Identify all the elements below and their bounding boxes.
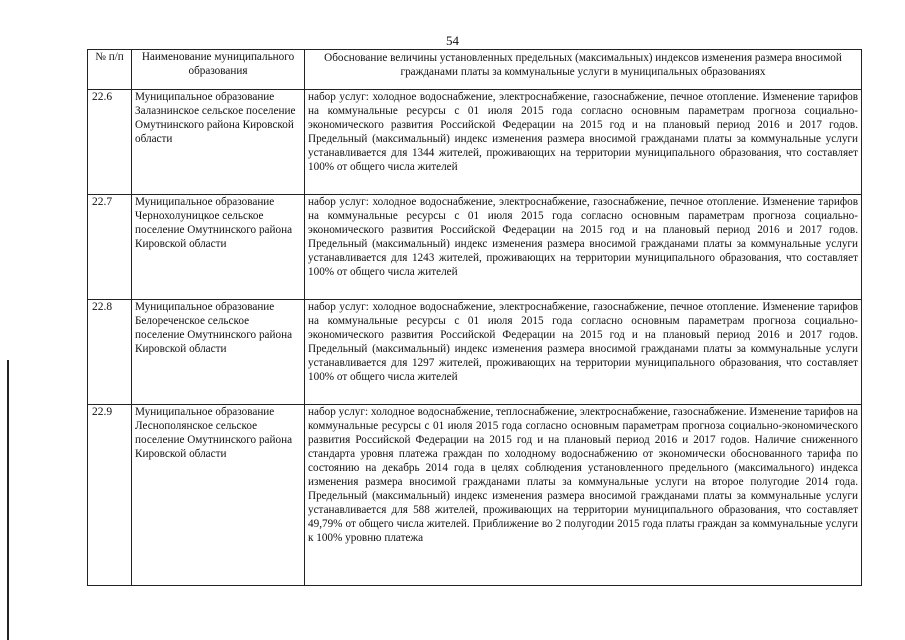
table-row (88, 195, 862, 300)
row-number: 22.8 (88, 300, 132, 405)
page-edge-line (7, 360, 9, 640)
header-description: Обоснование величины установленных предельных (максимальных) индексов изменения размера вносимой гражданами платы за коммунальные услуги в муниципальных образованиях (305, 50, 862, 90)
page-number: 54 (446, 33, 459, 48)
table-row (88, 405, 862, 586)
justification-text: набор услуг: холодное водоснабжение, теплоснабжение, электроснабжение, газоснабжение. Изменение тарифов на коммунальные ресурсы с 01 июля 2015 года согласно основным параметрам прогноза социально-экономического развития Российской Федерации на 2015 год и на плановый период 2016 и 2017 годов. Наличие сниженного стандарта уровня платежа граждан по холодному водоснабжению от экономически обоснованного тарифа по состоянию на декабрь 2014 года в целях соблюдения установленного предельного (максимального) индекса изменения размера вносимой гражданами платы за коммунальные услуги на второе полугодие 2014 года. Предельный (максимальный) индекс изменения размера вносимой гражданами платы за коммунальные услуги устанавливается для 588 жителей, проживающих на территории муниципального образования, что составляет 49,79% от общего числа жителей. Приближение во 2 полугодии 2015 года платы граждан за коммунальные услуги к 100% уровню платежа (305, 405, 862, 586)
municipality-name: Муниципальное образование Чернохолуницкое сельское поселение Омутнинского района Кировской области (132, 195, 305, 300)
municipality-name: Муниципальное образование Белореченское сельское поселение Омутнинского района Кировской области (132, 300, 305, 405)
municipality-name: Муниципальное образование Леснополянское сельское поселение Омутнинского района Кировской области (132, 405, 305, 586)
row-number: 22.6 (88, 90, 132, 195)
table-row (88, 300, 862, 405)
header-num: № п/п (88, 50, 132, 90)
tariff-index-table (87, 49, 862, 586)
table-header-row (88, 50, 862, 90)
row-number: 22.7 (88, 195, 132, 300)
justification-text: набор услуг: холодное водоснабжение, электроснабжение, газоснабжение, печное отопление. Изменение тарифов на коммунальные ресурсы с 01 июля 2015 года согласно основным параметрам прогноза социально-экономического развития Российской Федерации на 2015 год и на плановый период 2016 и 2017 годов. Предельный (максимальный) индекс изменения размера вносимой гражданами платы за коммунальные услуги устанавливается для 1243 жителей, проживающих на территории муниципального образования, что составляет 100% от общего числа жителей (305, 195, 862, 300)
header-name: Наименование муниципального образования (132, 50, 305, 90)
justification-text: набор услуг: холодное водоснабжение, электроснабжение, газоснабжение, печное отопление. Изменение тарифов на коммунальные ресурсы с 01 июля 2015 года согласно основным параметрам прогноза социально-экономического развития Российской Федерации на 2015 год и на плановый период 2016 и 2017 годов. Предельный (максимальный) индекс изменения размера вносимой гражданами платы за коммунальные услуги устанавливается для 1344 жителей, проживающих на территории муниципального образования, что составляет 100% от общего числа жителей (305, 90, 862, 195)
justification-text: набор услуг: холодное водоснабжение, электроснабжение, газоснабжение, печное отопление. Изменение тарифов на коммунальные ресурсы с 01 июля 2015 года согласно основным параметрам прогноза социально-экономического развития Российской Федерации на 2015 год и на плановый период 2016 и 2017 годов. Предельный (максимальный) индекс изменения размера вносимой гражданами платы за коммунальные услуги устанавливается для 1297 жителей, проживающих на территории муниципального образования, что составляет 100% от общего числа жителей (305, 300, 862, 405)
table-row (88, 90, 862, 195)
row-number: 22.9 (88, 405, 132, 586)
municipality-name: Муниципальное образование Залазнинское сельское поселение Омутнинского района Кировской области (132, 90, 305, 195)
